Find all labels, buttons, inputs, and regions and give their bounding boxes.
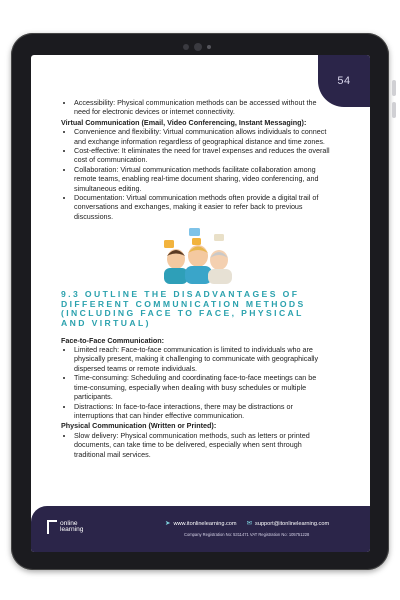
face-to-face-heading: Face-to-Face Communication:	[61, 335, 165, 345]
list-item: • Time-consuming: Scheduling and coordinating face-to-face meetings can be time-consuming, especially when dealing with busy schedules or multiple participants.	[74, 373, 331, 401]
intro-list	[61, 98, 331, 117]
volume-button	[392, 80, 396, 96]
face-to-face-list	[61, 345, 331, 420]
camera-icon	[183, 44, 189, 50]
camera-lens-icon	[194, 43, 202, 51]
website-link[interactable]	[165, 519, 237, 527]
footer-links	[165, 519, 329, 527]
page-number: 54	[318, 55, 370, 107]
virtual-list	[61, 127, 331, 221]
page-content	[61, 98, 331, 459]
list-item: • Accessibility: Physical communication methods can be accessed without the need for electronic devices or internet connectivity.	[74, 98, 331, 117]
list-item: • Collaboration: Virtual communication methods facilitate collaboration among remote teams, enabling real-time document sharing, video conferencing, and simultaneous editing.	[74, 165, 331, 193]
list-item: • Slow delivery: Physical communication methods, such as letters or printed documents, can take time to be delivered, especially when sent through traditional mail services.	[74, 431, 331, 459]
list-item: • Cost-effective: It eliminates the need for travel expenses and reduces the overall cost of communication.	[74, 146, 331, 165]
mail-icon: ✉	[246, 520, 253, 527]
logo-mark-icon	[47, 520, 57, 534]
volume-button-2	[392, 102, 396, 118]
registration-text: Company Registration No: 5311471 VAT Registration No: 105751228	[184, 532, 310, 537]
section-title: 9.3 OUTLINE THE DISADVANTAGES OF DIFFERENT COMMUNICATION METHODS (INCLUDING FACE TO FACE, PHYSICAL AND VIRTUAL)	[61, 289, 306, 329]
virtual-heading: Virtual Communication (Email, Video Conferencing, Instant Messaging):	[61, 117, 307, 127]
page-screen	[31, 55, 370, 552]
logo-line-1: online	[60, 519, 78, 527]
company-logo	[47, 520, 83, 534]
physical-heading: Physical Communication (Written or Printed):	[61, 421, 217, 431]
list-item: • Documentation: Virtual communication methods often provide a digital trail of conversations and exchanges, making it easier to refer back to previous discussions.	[74, 193, 331, 221]
list-item: • Limited reach: Face-to-face communication is limited to individuals who are physically present, making it challenging to communicate with geographically dispersed teams or remote individuals.	[74, 345, 331, 373]
email-text: support@itonlinelearning.com	[255, 521, 330, 527]
logo-line-2: learning	[60, 526, 84, 533]
list-item: • Convenience and flexibility: Virtual communication allows individuals to connect and exchange information regardless of geographical distance and time zones.	[74, 127, 331, 146]
page-footer	[31, 506, 370, 552]
cursor-icon: ➤	[165, 520, 171, 527]
website-text: www.itonlinelearning.com	[173, 521, 237, 527]
email-link[interactable]	[247, 519, 330, 527]
sensor-icon	[207, 45, 211, 49]
physical-list	[61, 431, 331, 459]
people-chatting-illustration	[156, 226, 236, 284]
list-item: • Distractions: In face-to-face interactions, there may be distractions or interruptions that can hinder effective communication.	[74, 402, 331, 421]
